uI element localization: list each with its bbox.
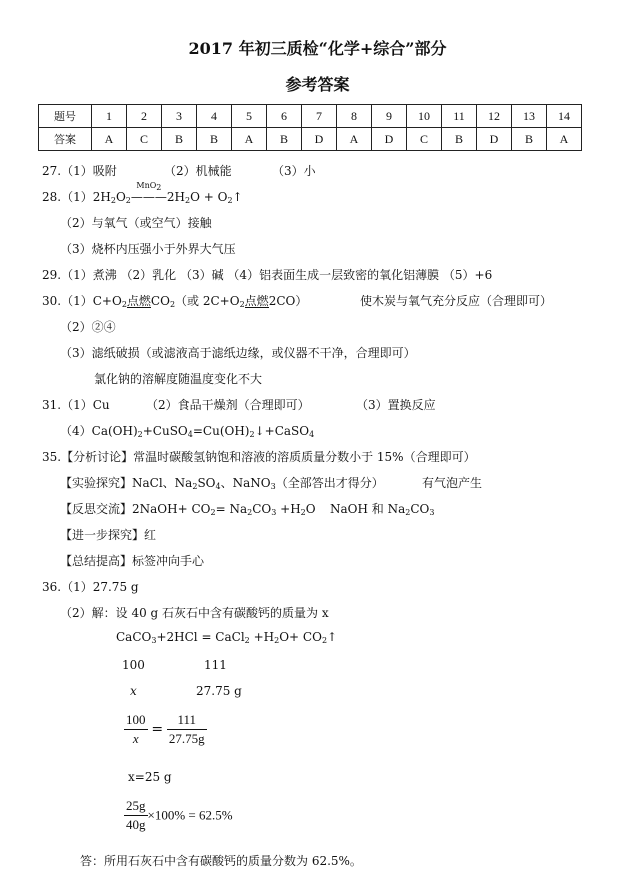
fraction	[167, 712, 207, 747]
question-number: 28.	[42, 190, 62, 204]
answer-cell: A	[337, 128, 372, 151]
result-line: x=25 g	[128, 770, 172, 784]
answer-part: （3）滤纸破损（或滤液高于滤纸边缘，或仪器不干净，合理即可）	[60, 346, 416, 360]
equation-text: （1）C+O	[61, 294, 122, 308]
equation-text: CaCO	[116, 630, 152, 644]
answer-cell: D	[372, 128, 407, 151]
answer-cell: A	[547, 128, 582, 151]
q31	[42, 396, 110, 413]
answer-cell: D	[477, 128, 512, 151]
q35-line: 【反思交流】2NaOH+ $CO_2= Na_2CO_3 +H_2O$	[60, 502, 316, 517]
percentage-result: ×100% = 62.5%	[147, 807, 233, 823]
answer-part: 使木炭与氧气充分反应（合理即可）	[360, 294, 553, 308]
denominator: 27.75g	[168, 731, 205, 746]
q28-equation: $28.(1)2H_2O_2$ MnO$_2$ $———2H_2O$ + $O_2↑$	[42, 181, 243, 205]
answer-cell: D	[302, 128, 337, 151]
page-title: 2017 年初三质检“化学+综合”部分	[188, 39, 447, 58]
answer-cell: A	[92, 128, 127, 151]
percentage-equation	[124, 798, 233, 833]
q29: 29.（1）煮沸 （2）乳化 （3）碱 （4）铝表面生成一层致密的氧化铝薄膜 （5）+6	[42, 268, 493, 282]
equation-text: （1）2H	[61, 190, 111, 204]
q35-line: 【实验探究】NaCl、$Na_2SO_4$、NaNO$_3$（全部答出才得分）	[60, 476, 384, 491]
q35-line: 【进一步探究】红	[60, 528, 157, 542]
q35-line: NaOH 和 $Na_2CO_3$	[330, 502, 435, 517]
equation-text: 2H	[166, 190, 185, 204]
answer-table	[38, 104, 582, 151]
equation-text: 2CO）	[268, 294, 308, 308]
equation-text: CO	[150, 294, 170, 308]
answer-part: （1）Cu	[61, 398, 110, 412]
q35-line: 【总结提高】标签冲向手心	[60, 554, 205, 568]
answer-cell: B	[162, 128, 197, 151]
answer-part: 有气泡产生	[422, 476, 483, 490]
row-label: 答案	[39, 128, 92, 151]
molar-mass: 100	[122, 658, 145, 672]
question-number-cell: 4	[197, 105, 232, 128]
answer-part: （2）与氧气（或空气）接触	[60, 216, 212, 230]
final-answer: 答：所用石灰石中含有碳酸钙的质量分数为 62.5%。	[80, 854, 362, 868]
molar-mass: 111	[204, 658, 227, 672]
proportion-equation: $\frac{100}{x}$ = $\frac{111}{27.75g}$	[126, 712, 205, 746]
q36-equation: CaCO$_3$+2HCl = CaCl$_2$ $+H_2O+$ $CO_2↑$	[116, 630, 338, 645]
given-mass: 27.75 g	[196, 684, 242, 698]
table-row	[39, 105, 582, 128]
question-number-cell: 9	[372, 105, 407, 128]
question-number-cell: 6	[267, 105, 302, 128]
reaction-arrow: MnO$_2$ ———	[130, 181, 167, 204]
answer-part: （3）烧杯内压强小于外界大气压	[60, 242, 236, 256]
numerator: 25g	[124, 798, 148, 816]
question-number-cell: 5	[232, 105, 267, 128]
equation-text: （4）Ca(OH)	[60, 424, 138, 438]
answer-cell: C	[127, 128, 162, 151]
answer-part: （1）吸附	[61, 164, 117, 178]
answer-cell: C	[407, 128, 442, 151]
reaction-condition: 点燃	[126, 294, 151, 308]
equation-text: 【反思交流】2NaOH+ CO	[60, 502, 211, 516]
numerator: 111	[167, 712, 207, 730]
equation-text: （或 2C+O	[175, 294, 240, 308]
question-number-cell: 14	[547, 105, 582, 128]
question-number-cell: 8	[337, 105, 372, 128]
unknown-x: x	[130, 684, 137, 698]
answer-cell: B	[267, 128, 302, 151]
question-number-cell: 10	[407, 105, 442, 128]
question-number-cell: 3	[162, 105, 197, 128]
question-number-cell: 1	[92, 105, 127, 128]
answer-part: NaOH 和 Na	[330, 502, 406, 516]
answer-part: 氯化钠的溶解度随温度变化不大	[94, 372, 263, 386]
fraction	[124, 712, 148, 747]
reaction-condition: 点燃	[244, 294, 269, 308]
question-number-cell: 2	[127, 105, 162, 128]
question-number-cell: 11	[442, 105, 477, 128]
answer-part: （2）机械能	[164, 164, 232, 178]
question-number: 30.	[42, 294, 62, 308]
question-number-cell: 13	[512, 105, 547, 128]
row-label: 题号	[39, 105, 92, 128]
question-number-cell: 12	[477, 105, 512, 128]
answer-part: 【实验探究】NaCl、Na	[60, 476, 193, 490]
denominator: 40g	[126, 817, 146, 832]
catalyst-label: MnO	[136, 181, 157, 190]
question-number: 27.	[42, 164, 62, 178]
answer-part: （3）置换反应	[356, 398, 436, 412]
q30-equation: $30.(1)C+O_2$点燃$CO_2$（或 $2C+O_2$点燃2CO）	[42, 294, 308, 309]
numerator: 100	[124, 712, 148, 730]
table-row	[39, 128, 582, 151]
q31-equation: $(4)Ca(OH)_2+CuSO_4=Cu(OH)_2↓+CaSO_4$	[60, 424, 315, 439]
q36-line: （2）解：设 40 g 石灰石中含有碳酸钙的质量为 x	[60, 606, 329, 620]
question-number: 31.	[42, 398, 62, 412]
answer-cell: B	[442, 128, 477, 151]
answer-part: （3）小	[272, 164, 316, 178]
answer-cell: B	[512, 128, 547, 151]
question-number-cell: 7	[302, 105, 337, 128]
q27	[42, 162, 117, 179]
answer-cell: A	[232, 128, 267, 151]
answer-cell: B	[197, 128, 232, 151]
page-subtitle: 参考答案	[285, 75, 350, 94]
answer-part: （2）②④	[60, 320, 116, 334]
answer-part: （全部答出才得分）	[275, 476, 384, 490]
q35-line: 35.【分析讨论】常温时碳酸氢钠饱和溶液的溶质质量分数小于 15%（合理即可）	[42, 450, 476, 464]
q36-line: 36.（1）27.75 g	[42, 580, 139, 594]
fraction	[124, 798, 148, 833]
answer-part: （2）食品干燥剂（合理即可）	[146, 398, 310, 412]
denominator: x	[132, 731, 139, 746]
